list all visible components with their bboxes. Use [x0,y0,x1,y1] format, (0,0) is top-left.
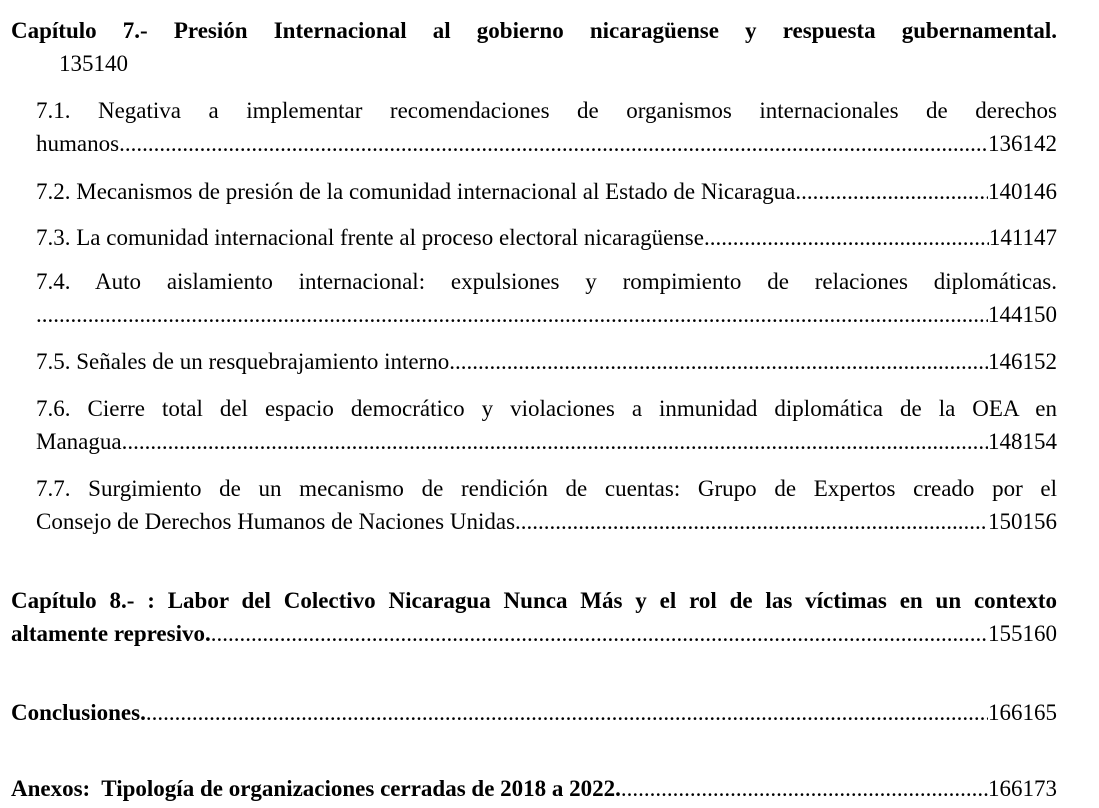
section-7-7-entry [36,472,1057,538]
chapter-7-title: Capítulo 7.- Presión Internacional al gobierno nicaragüense y respuesta gubernamental. [11,18,1057,43]
dot-leader [36,298,988,331]
dot-leader [119,127,988,160]
dot-leader [146,696,988,729]
section-7-1-title: 7.1. Negativa a implementar recomendaciones de organismos internacionales de derechos [36,98,1057,123]
annexes-entry [11,772,1057,805]
chapter-8-page: 155160 [988,621,1057,646]
section-7-3-page: 141147 [988,225,1057,250]
conclusions-page: 166165 [988,700,1057,725]
chapter-8-title: Capítulo 8.- : Labor del Colectivo Nicaragua Nunca Más y el rol de las víctimas en un contexto [11,588,1057,613]
dot-leader [621,772,988,805]
section-7-2-page: 140146 [988,179,1057,204]
section-7-3-title: 7.3. La comunidad internacional frente al proceso electoral nicaragüense [36,225,704,250]
annexes-page: 166173 [988,776,1057,801]
dot-leader [211,617,988,650]
dot-leader [127,425,988,458]
section-7-6-page: 148154 [988,429,1057,454]
section-7-4-entry [36,265,1057,331]
section-7-1-leader-row [36,127,1057,160]
annexes-title: Anexos: Tipología de organizaciones cerradas de 2018 a 2022. [11,776,621,801]
section-7-6-title-cont: Managua. [36,429,128,454]
section-7-5-page: 146152 [988,349,1057,374]
section-7-6-entry [36,392,1057,458]
dot-leader [521,505,988,538]
section-7-2-title: 7.2. Mecanismos de presión de la comunidad internacional al Estado de Nicaragua. [36,179,802,204]
dot-leader [455,345,988,378]
chapter-8-entry [11,584,1057,650]
section-7-3-entry [36,221,1057,254]
conclusions-entry [11,696,1057,729]
chapter-8-leader-row [11,617,1057,650]
section-7-7-title-cont: Consejo de Derechos Humanos de Naciones Unidas. [36,509,521,534]
section-7-1-title-cont: humanos [36,131,120,156]
section-7-7-leader-row [36,505,1057,538]
section-7-5-title: 7.5. Señales de un resquebrajamiento interno. [36,349,455,374]
section-7-4-page: 144150 [988,302,1057,327]
section-7-1-page: 136142 [988,131,1057,156]
chapter-7-page: 135140 [59,51,128,76]
section-7-7-page: 150156 [988,509,1057,534]
section-7-4-title: 7.4. Auto aislamiento internacional: expulsiones y rompimiento de relaciones diplomáticas. [36,269,1057,294]
section-7-7-title: 7.7. Surgimiento de un mecanismo de rendición de cuentas: Grupo de Expertos creado por el [36,476,1057,501]
section-7-4-leader-row [36,298,1057,331]
section-7-6-leader-row [36,425,1057,458]
section-7-1-entry [36,94,1057,160]
dot-leader [801,175,988,208]
chapter-8-title-cont: altamente represivo. [11,621,211,646]
conclusions-title: Conclusiones. [11,700,146,725]
section-7-6-title: 7.6. Cierre total del espacio democrático y violaciones a inmunidad diplomática de la OEA en [36,396,1057,421]
section-7-5-entry [36,345,1057,378]
chapter-7-entry [11,14,1057,80]
section-7-2-entry [36,175,1057,208]
dot-leader [704,221,989,254]
